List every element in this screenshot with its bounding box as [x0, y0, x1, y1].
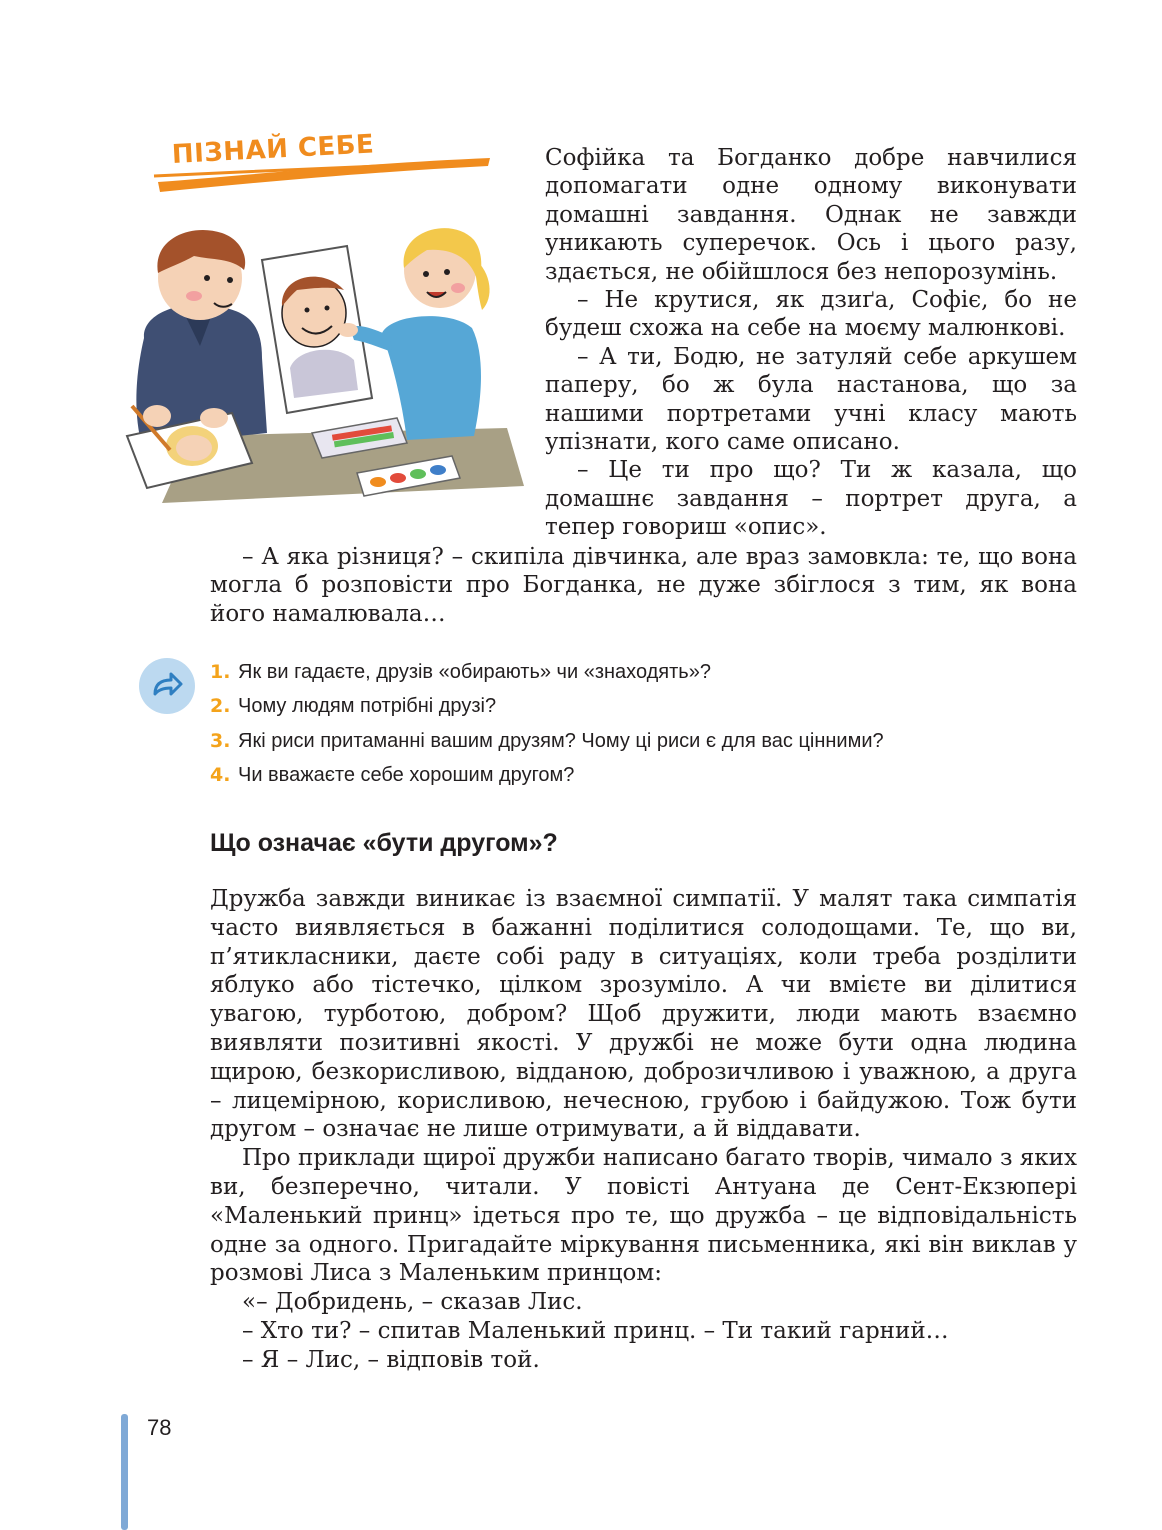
page-number: 78: [147, 1415, 172, 1440]
story-paragraph: – Не крутися, як дзиґа, Софіє, бо не будеш схожа на себе на моєму малюнкові.: [545, 287, 1077, 342]
question-number: 4.: [210, 764, 231, 786]
question-number: 1.: [210, 661, 231, 683]
dialog-line: «– Добридень, – сказав Лис.: [242, 1289, 583, 1316]
body-paragraph: Про приклади щирої дружби написано багато творів, чимало з яких ви, безперечно, читали. У повісті Антуана де Сент-Екзюпері «Маленький принц» ідеться про те, що дружба – це відповідальність одне за одного. Пригадайте міркування письменника, які він виклав у розмові Лиса з Маленьким принцом:: [210, 1145, 1077, 1287]
story-paragraph: – А ти, Бодю, не затуляй себе аркушем паперу, бо ж була настанова, що за нашими портретами учні класу мають упізнати, кого саме описано.: [545, 343, 1077, 456]
question-text: Які риси притаманні вашим друзям? Чому ці риси є для вас цінними?: [238, 730, 884, 752]
dialog-line: – Хто ти? – спитав Маленький принц. – Ти такий гарний…: [242, 1317, 949, 1344]
body-paragraph: Дружба завжди виникає із взаємної симпатії. У малят така симпатія часто виявляється в бажанні поділитися солодощами. Те, що ви, п’ятикласники, даєте собі раду в ситуаціях, коли треба розділити яблуко або тістечко, цілком зрозуміло. А чи вмієте ви ділитися увагою, турботою, добром? Щоб дружити, люди мають взаємно виявляти позитивні якості. У дружбі не може бути одна людина щирою, безкорисливою, відданою, доброзичливою і уважною, а друга – лицемірною, корисливою, нечесною, грубою і байдужою. Тож бути другом – означає не лише отримувати, а й віддавати.: [210, 886, 1077, 1143]
children-drawing-illustration: [122, 218, 524, 508]
body-text: [210, 885, 1077, 1375]
story-paragraph: – А яка різниця? – скипіла дівчинка, але враз замовкла: те, що вона могла б розповісти про Богданка, не дуже збіглося з тим, як вона його намалювала…: [210, 544, 1077, 627]
questions-arrow-icon: [139, 658, 195, 714]
story-text-full: [210, 543, 1077, 628]
question-text: Як ви гадаєте, друзів «обирають» чи «знаходять»?: [238, 661, 711, 683]
heading-badge-title: ПІЗНАЙ СЕБЕ: [171, 129, 376, 170]
story-paragraph: – Це ти про що? Ти ж казала, що домашнє завдання – портрет друга, а тепер говориш «опис».: [545, 457, 1077, 541]
page-margin-bar: [121, 1414, 128, 1530]
question-item: [210, 695, 496, 718]
section-title: Що означає «бути другом»?: [210, 829, 558, 857]
question-number: 2.: [210, 695, 231, 717]
story-text-right: [545, 144, 1077, 542]
question-number: 3.: [210, 730, 231, 752]
story-paragraph: Софійка та Богданко добре навчилися допомагати одне одному виконувати домашні завдання. Однак не завжди уникають суперечок. Ось і цього разу, здається, не обійшлося без непорозумінь.: [545, 145, 1077, 285]
question-item: [210, 661, 711, 684]
question-text: Чи вважаєте себе хорошим другом?: [238, 764, 575, 786]
question-item: [210, 764, 574, 787]
question-text: Чому людям потрібні друзі?: [238, 695, 497, 717]
question-item: [210, 730, 884, 753]
dialog-line: – Я – Лис, – відповів той.: [242, 1346, 540, 1373]
